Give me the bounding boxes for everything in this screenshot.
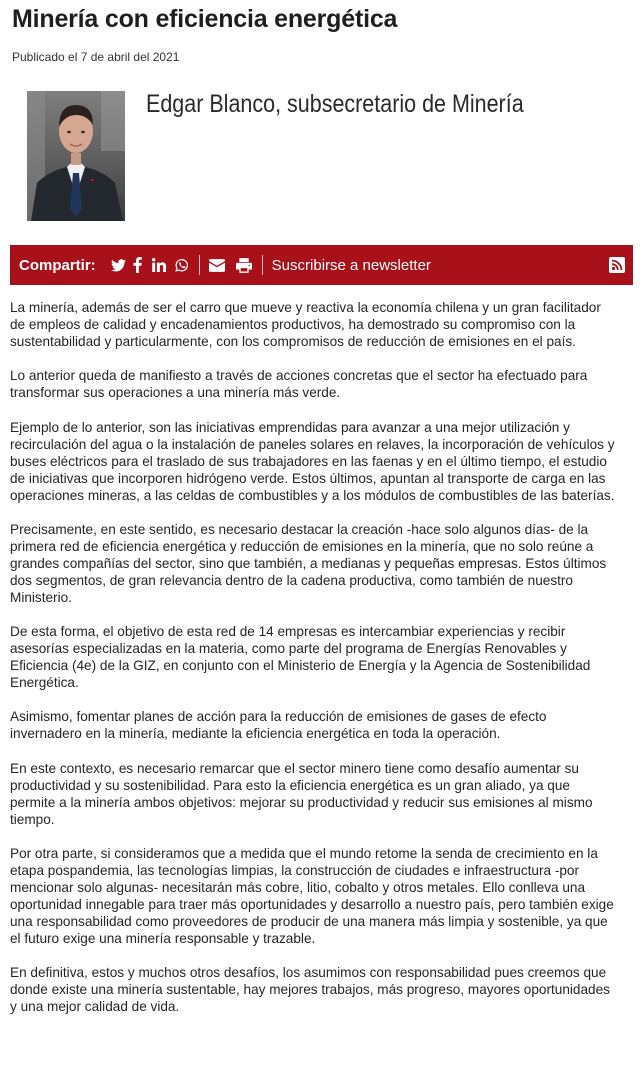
paragraph-line: operaciones mineras, a las celdas de combustibles y a los módulos de combustibles de las baterías. [10,487,615,503]
paragraph-line: oportunidad innegable para traer más oportunidades y desarrollo a nuestro país, pero también exige [10,897,614,913]
paragraph-line: tiempo. [10,811,55,827]
facebook-icon[interactable] [133,255,143,275]
paragraph-line: Ministerio. [10,589,72,605]
paragraph-line: Eficiencia (4e) de la GIZ, en conjunto con el Ministerio de Energía y la Agencia de Sostenibilidad [10,658,591,674]
paragraph-line: mencionar solo algunas- necesitarán más cobre, litio, cobalto y otros metales. Ello conlleva una [10,880,586,896]
publish-date: Publicado el 7 de abril del 2021 [12,50,180,64]
article-paragraph [10,623,630,691]
paragraph-line: Precisamente, en este sentido, es necesario destacar la creación -hace solo algunos días- de la [10,521,589,537]
paragraph-line: transformar sus operaciones a una minería más verde. [10,385,341,401]
linkedin-icon[interactable] [152,255,167,275]
article-paragraph [10,708,630,742]
share-separator [199,255,200,275]
article-title: Minería con eficiencia energética [12,5,398,33]
newsletter-link[interactable]: Suscribirse a newsletter [271,256,431,274]
author-photo [27,91,125,221]
paragraph-line: de empleos de calidad y encadenamientos productivos, ha demostrado su compromiso con la [10,317,576,332]
whatsapp-icon[interactable] [174,255,190,275]
article-paragraph [10,419,630,504]
twitter-icon[interactable] [111,255,127,275]
paragraph-line: una responsabilidad como proveedores de producir de una manera más limpia y sostenible, ya que [10,914,608,930]
paragraph-line: De esta forma, el objetivo de esta red de 14 empresas es intercambiar experiencias y recibir [10,624,566,640]
paragraph-line: Asimismo, fomentar planes de acción para la reducción de emisiones de gases de efecto [10,709,547,725]
paragraph-line: asesorías especializadas en la materia, como parte del programa de Energías Renovables y [10,641,567,657]
author-portrait-image [27,91,125,221]
paragraph-line: La minería, además de ser el carro que mueve y reactiva la economía chilena y un gran facilitador [10,300,601,315]
paragraph-line: permite a la minería ambos objetivos: mejorar su productividad y reducir sus emisiones al mismo [10,794,593,810]
paragraph-line: buses eléctricos para el traslado de sus trabajadores en las faenas y en el último tiempo, el estudio [10,453,607,469]
paragraph-line: primera red de eficiencia energética y reducción de emisiones en la minería, que no solo reúne a [10,538,594,554]
paragraph-line: En definitiva, estos y muchos otros desafíos, los asumimos con responsabilidad pues creemos que [10,965,607,981]
paragraph-line: de iniciativas que incorporen hidrógeno verde. Estos últimos, apuntan al transporte de carga en las [10,470,606,486]
paragraph-line: Lo anterior queda de manifiesto a través de acciones concretas que el sector ha efectuado para [10,368,588,384]
paragraph-line: y una mejor calidad de vida. [10,999,180,1015]
share-bar [10,245,633,285]
article-body [10,299,630,1033]
paragraph-line: donde existe una minería sustentable, hay mejores trabajos, más progreso, mayores oportunidades [10,982,610,998]
article-paragraph [10,760,630,828]
paragraph-line: etapa pospandemia, las tecnologías limpias, la construcción de ciudades e infraestructura -por [10,863,579,879]
paragraph-line: recirculación del agua o la instalación de paneles solares en relaves, la incorporación de vehículos y [10,436,615,452]
author-name: Edgar Blanco, subsecretario de Minería [146,90,524,118]
article-paragraph [10,367,630,401]
paragraph-line: el futuro exige una minería responsable y trazable. [10,931,316,947]
paragraph-line: En este contexto, es necesario remarcar que el sector minero tiene como desafío aumentar su [10,760,579,776]
paragraph-line: Por otra parte, si consideramos que a medida que el mundo retome la senda de crecimiento en la [10,846,598,862]
paragraph-line: grandes compañías del sector, sino que también, a medianas y pequeñas empresas. Estos últimos [10,555,607,571]
article-paragraph [10,964,630,1015]
print-icon[interactable] [236,255,253,275]
share-separator [262,255,263,275]
rss-icon[interactable] [609,257,625,273]
article-paragraph [10,299,630,350]
article-paragraph [10,521,630,606]
paragraph-line: sustentabilidad y particularmente, con los compromisos de reducción de emisiones en el país. [10,334,576,349]
paragraph-line: productividad y su sostenibilidad. Para esto la eficiencia energética es un gran aliado, ya que [10,777,570,793]
article-paragraph [10,845,630,947]
paragraph-line: Ejemplo de lo anterior, son las iniciativas emprendidas para avanzar a una mejor utilización y [10,419,570,435]
paragraph-line: Energética. [10,675,79,691]
paragraph-line: dos segmentos, de gran relevancia dentro de la cadena productiva, como también de nuestro [10,572,573,588]
paragraph-line: invernadero en la minería, mediante la eficiencia energética en toda la operación. [10,726,501,742]
share-label: Compartir: [19,256,96,274]
share-icons [111,255,272,275]
email-icon[interactable] [209,255,226,275]
